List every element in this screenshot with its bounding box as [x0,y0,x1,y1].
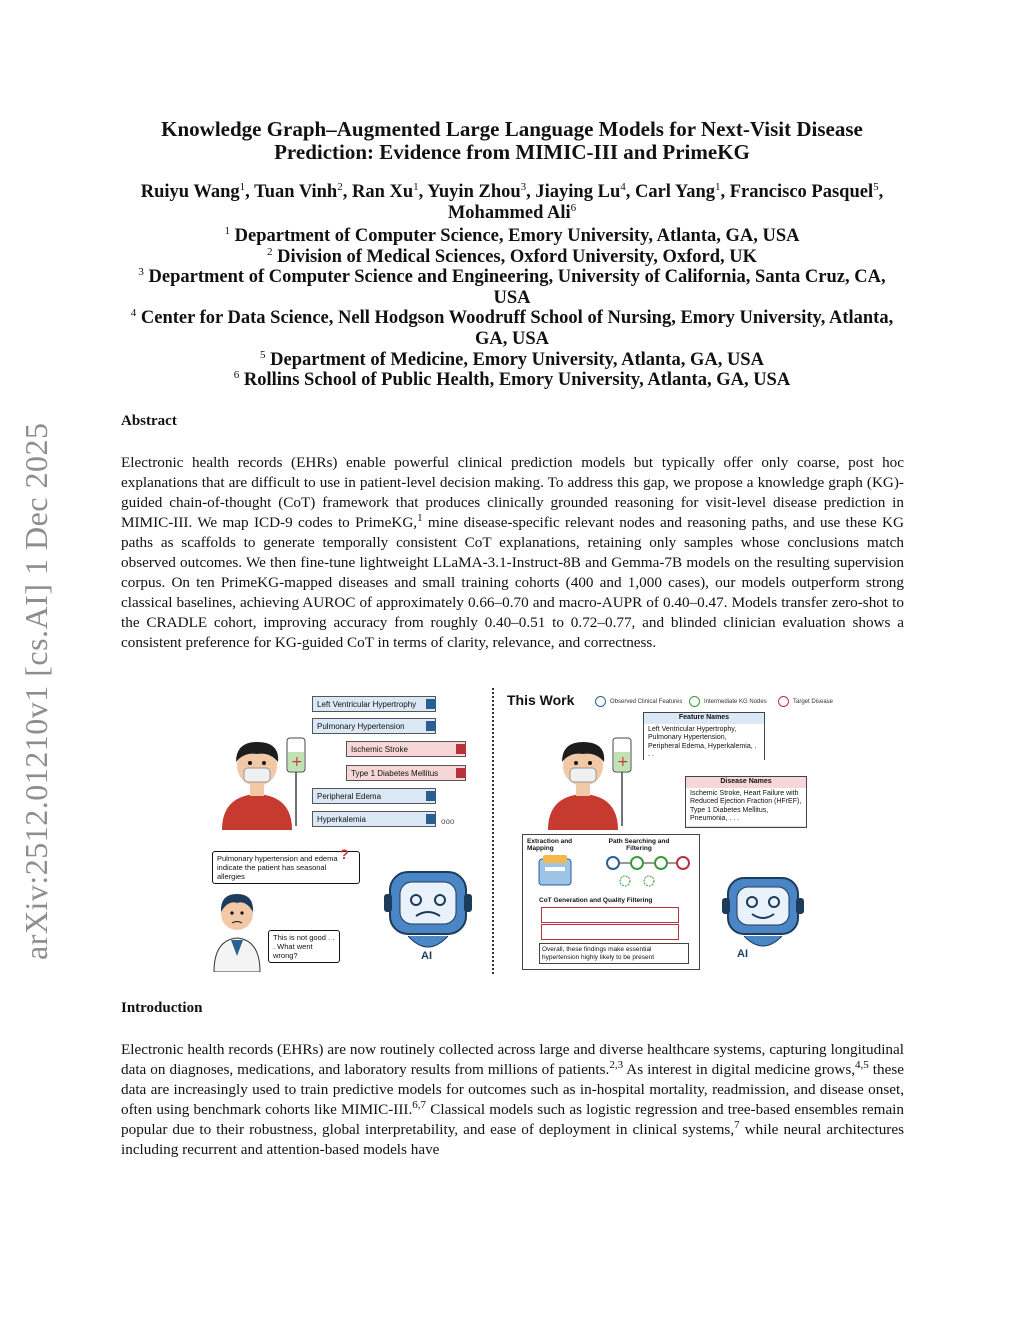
wrong-reasoning-bubble: Pulmonary hypertension and edema indicate the patient has seasonal allergies [212,851,360,884]
question-mark-icon: ? [340,846,349,862]
feature-names-title: Feature Names [678,714,730,721]
doctor-bubble: This is not good . . . What went wrong? [268,930,340,963]
author-name: Ran Xu [351,182,414,202]
author-name: Jiaying Lu [535,182,621,202]
author-affiliation-mark: 5 [873,180,879,193]
iv-drip-icon-right [610,730,636,830]
affiliation-line [120,370,904,391]
pill-ellipsis: ooo [441,817,455,826]
affiliation-number: 3 [138,266,144,279]
sad-robot-icon [378,866,478,958]
extraction-label: Extraction and Mapping [527,838,573,852]
introduction-heading: Introduction [121,1000,203,1016]
author-name: Carl Yang [634,182,715,202]
disease-names-box [685,776,807,828]
citation-mark: 2,3 [609,1058,624,1071]
doctor-illustration [208,882,266,972]
cot-generation-label: CoT Generation and Quality Filtering [539,897,653,904]
pill-ischemic-stroke: Ischemic Stroke [346,741,466,757]
introduction-text [121,1040,904,1160]
author-affiliation-mark: 1 [413,180,419,193]
database-icon [537,855,573,887]
pill-pulmonary-hypertension: Pulmonary Hypertension [312,718,436,734]
happy-robot-icon [718,872,808,956]
arxiv-identifier: arXiv:2512.01210v1 [cs.AI] 1 Dec 2025 [18,422,54,960]
affiliation-line [120,350,904,371]
author-affiliation-mark: 1 [714,180,721,193]
legend-target-text: Target Disease [793,699,834,705]
affiliation-line [120,247,904,268]
affiliation-text: Department of Medicine, Emory University, Atlanta, GA, USA [270,349,764,370]
legend-observed-dot [595,696,606,707]
citation-mark: 7 [734,1118,740,1131]
pill-hyperkalemia: Hyperkalemia [312,811,436,827]
cot-sample-2 [541,924,679,940]
affiliation-text: Center for Data Science, Nell Hodgson Woodruff School of Nursing, Emory University, Atlanta, GA, USA [140,308,894,349]
abstract-heading: Abstract [121,413,177,429]
author-name: Mohammed Ali [447,203,571,223]
abstract-text [121,453,904,653]
svg-text:+: + [617,754,629,770]
affiliation-text: Department of Computer Science, Emory University, Atlanta, GA, USA [234,226,800,246]
affiliation-number: 6 [233,369,240,381]
introduction-text-segment: while neural architectures including recurrent and attention-based models have [121,1121,904,1158]
legend-target-dot [778,696,789,707]
affiliation-line [120,308,904,349]
introduction-text-segment: these data are increasingly used to train predictive models for outcomes such as in-hospital mortality, readmission, and disease onset, often using benchmark cohorts like MIMIC-III. [121,1061,904,1118]
affiliation-number: 4 [130,307,137,320]
pill-peripheral-edema: Peripheral Edema [312,788,436,804]
abstract-text-part1: Electronic health records (EHRs) enable powerful clinical prediction models but typically offer only coarse, post hoc explanations that are difficult to use in patient-level decision making. To address this gap, we propose a knowledge graph (KG)-guided chain-of-thought (CoT) framework that produces clinically grounded reasoning for visit-level disease prediction in MIMIC-III. We map ICD-9 codes to PrimeKG, [121,454,904,531]
affiliation-number: 1 [224,224,230,237]
affiliation-number: 5 [260,348,266,361]
cot-conclusion: Overall, these findings make essential hypertension highly likely to be present [539,943,689,964]
legend-observed-text: Observed Clinical Features [610,699,683,705]
author-affiliation-mark: 1 [239,180,246,193]
affiliation-number: 2 [266,245,273,258]
abstract-footnote-mark: 1 [417,511,423,524]
affiliation-text: Department of Computer Science and Engineering, University of California, Santa Cruz, CA, USA [148,267,886,308]
feature-names-body: Left Ventricular Hypertrophy, Pulmonary Hypertension, Peripheral Edema, Hyperkalemia, . . . [644,724,764,762]
disease-names-body: Ischemic Stroke, Heart Failure with Reduced Ejection Fraction (HFrEF), Type 1 Diabetes Mellitus, Pneumonia, . . . [686,788,806,826]
abstract-text-part2: mine disease-specific relevant nodes and reasoning paths, and use these KG paths as scaffolds to generate temporally consistent CoT explanations, retaining only samples whose conclusions match observed outcomes. We then fine-tune lightweight LLaMA-3.1-Instruct-8B and Gemma-7B models on the resulting supervision corpus. On ten PrimeKG-mapped diseases and small training cohorts (400 and 1,000 cases), our models outperform strong classical baselines, achieving AUROC of approximately 0.66–0.70 and macro-AUPR of 0.40–0.47. Models transfer zero-shot to the CRADLE cohort, improving accuracy from roughly 0.40–0.51 to 0.72–0.77, and blinded clinician evaluation shows a consistent preference for KG-guided CoT in terms of clarity, relevance, and correctness. [121,514,904,651]
citation-mark: 6,7 [412,1098,427,1111]
feature-names-box [643,712,765,760]
author-name: Francisco Pasquel [729,182,874,202]
svg-text:+: + [291,754,303,770]
iv-drip-icon [284,730,310,830]
affiliation-text: Rollins School of Public Health, Emory University, Atlanta, GA, USA [243,370,791,391]
introduction-text-segment: Classical models such as logistic regression and tree-based ensembles remain popular due to their robustness, global interpretability, and ease of deployment in clinical systems, [121,1101,904,1138]
author-affiliation-mark: 4 [620,180,626,193]
author-list: Ruiyu Wang$^1$, Tuan Vinh$^2$, Ran Xu$^1$, Yuyin Zhou$^3$, Jiaying Lu$^4$, Carl Yang$^1$, Francisco Pasquel$^5$, Mohammed Ali$^6$ [140,180,884,223]
overview-figure [208,686,848,976]
pipeline-box [522,834,700,970]
legend-intermediate-text: Intermediate KG Nodes [704,699,767,705]
author-name: Ruiyu Wang [140,182,240,202]
author-affiliation-mark: 6 [570,201,577,214]
ai-label-left: AI [421,950,432,962]
affiliation-text: Division of Medical Sciences, Oxford University, Oxford, UK [277,246,758,267]
introduction-text-segment: As interest in digital medicine grows, [623,1061,856,1078]
legend-intermediate-dot [689,696,700,707]
disease-names-title: Disease Names [720,778,772,785]
this-work-label: This Work [507,692,575,708]
kg-path-graph [605,853,691,889]
introduction-text-segment: Electronic health records (EHRs) are now routinely collected across large and diverse healthcare systems, capturing longitudinal data on diagnoses, medications, and laboratory results from millions of patients. [121,1041,904,1078]
pill-left-ventricular-hypertrophy: Left Ventricular Hypertrophy [312,696,436,712]
pill-type-1-diabetes: Type 1 Diabetes Mellitus [346,765,466,781]
author-affiliation-mark: 3 [520,180,527,193]
ai-label-right: AI [737,948,748,960]
panel-divider [492,688,494,974]
cot-sample-1 [541,907,679,923]
author-affiliation-mark: 2 [337,180,343,193]
affiliation-line [120,267,904,308]
path-searching-label: Path Searching and Filtering [608,838,670,852]
affiliation-list [120,226,904,391]
citation-mark: 4,5 [855,1058,869,1071]
author-name: Yuyin Zhou [427,182,521,202]
paper-title: Knowledge Graph–Augmented Large Language Models for Next-Visit Disease Prediction: Evidence from MIMIC-III and PrimeKG [161,117,863,164]
affiliation-line [120,226,904,247]
author-name: Tuan Vinh [254,182,338,202]
